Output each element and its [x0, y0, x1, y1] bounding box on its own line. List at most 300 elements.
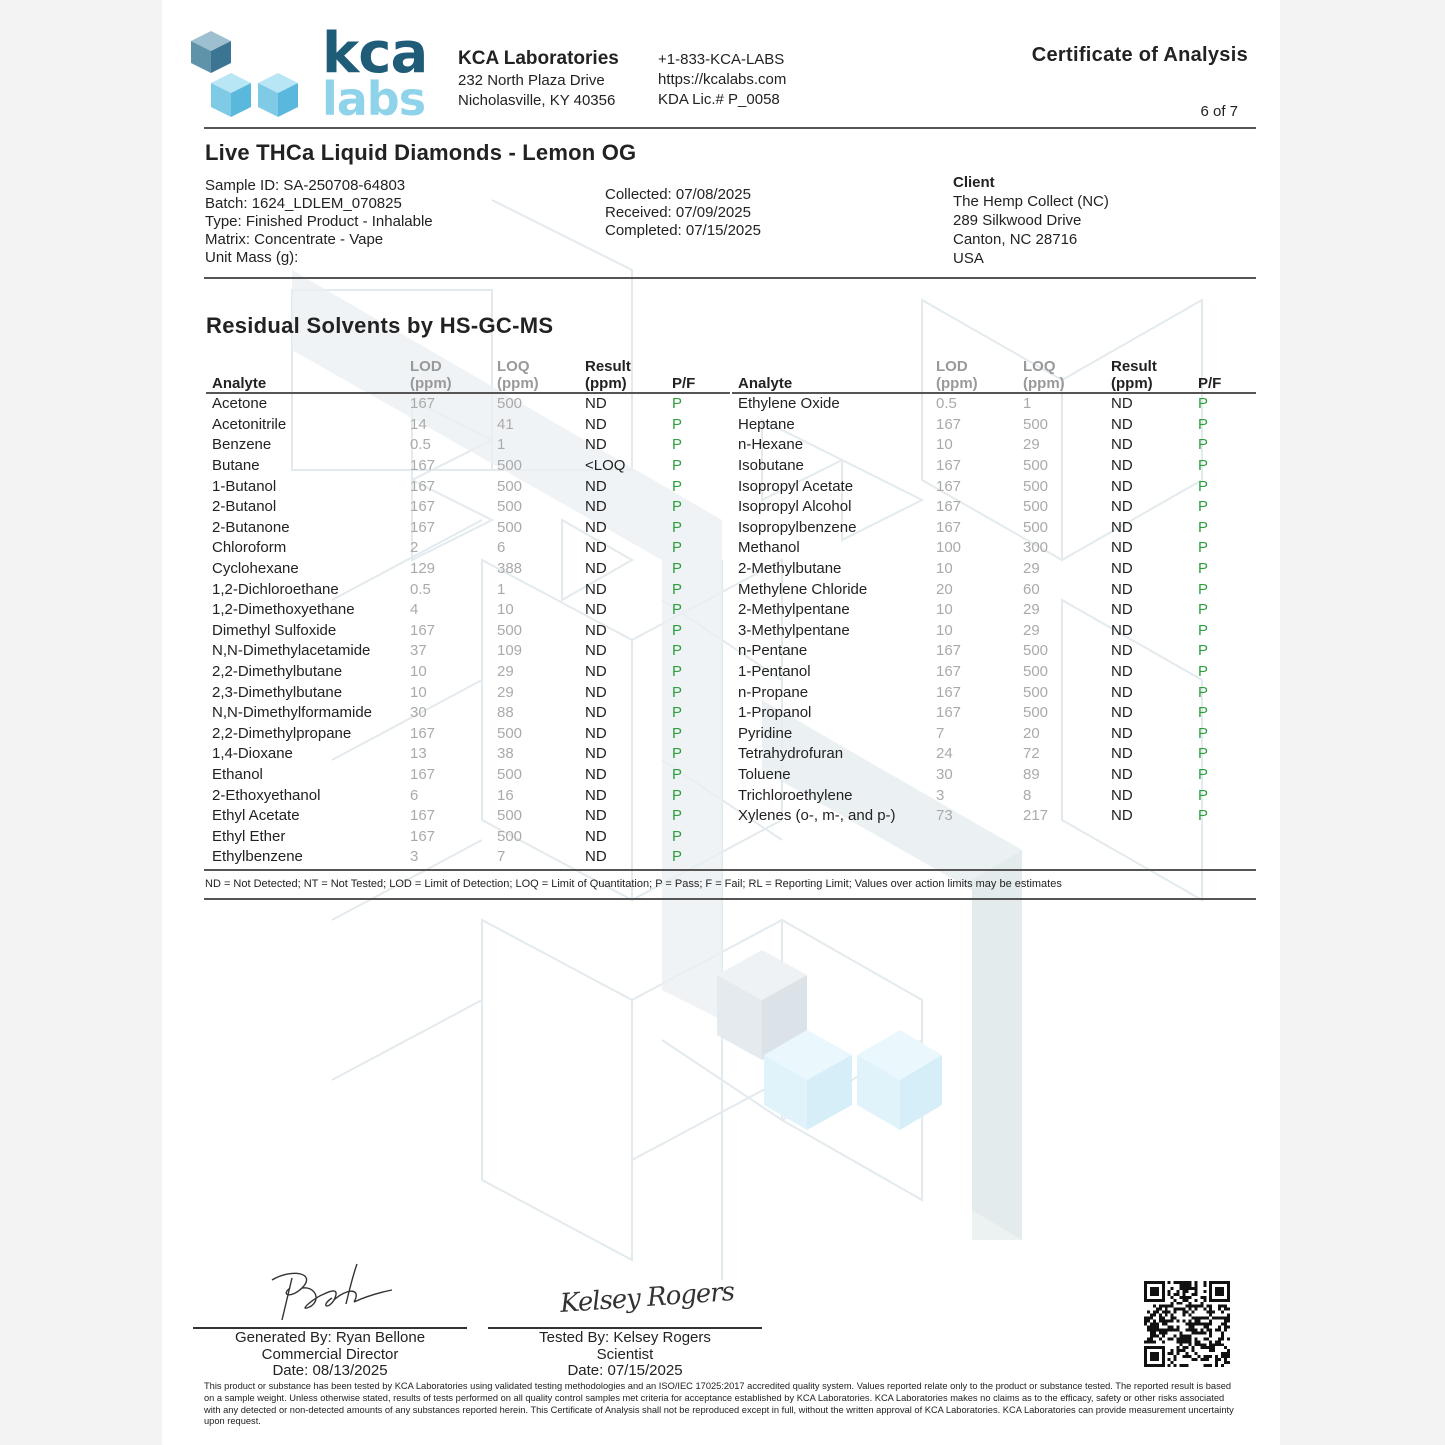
lod-cell: 129: [410, 560, 436, 578]
analyte-cell: 1,4-Dioxane: [212, 745, 293, 763]
table-row: [732, 456, 1256, 477]
loq-cell: 1: [497, 580, 506, 598]
results-body-right: [732, 393, 1256, 826]
col-result-label: Result: [585, 358, 631, 375]
header-divider: [204, 127, 1256, 129]
table-row: [206, 785, 730, 806]
result-cell: ND: [585, 436, 607, 454]
table-row: [206, 847, 730, 868]
analyte-cell: Tetrahydrofuran: [738, 745, 844, 763]
sample-details: [205, 177, 433, 267]
table-bottom-divider: [204, 869, 1256, 871]
result-cell: ND: [1111, 539, 1133, 557]
col-result-unit: (ppm): [1111, 375, 1153, 392]
lod-cell: 167: [936, 642, 962, 660]
col-loq: [1017, 356, 1105, 393]
loq-cell: 500: [1023, 477, 1049, 495]
result-cell: ND: [1111, 765, 1133, 783]
analyte-cell: Methylene Chloride: [738, 580, 868, 598]
loq-cell: 500: [497, 807, 523, 825]
table-row: [206, 415, 730, 436]
analyte-cell: n-Propane: [738, 683, 809, 701]
pf-cell: P: [1198, 621, 1209, 639]
pf-cell: P: [1198, 415, 1209, 433]
lod-cell: 13: [410, 745, 427, 763]
col-result-label: Result: [1111, 358, 1157, 375]
matrix: Matrix: Concentrate - Vape: [205, 231, 384, 248]
pf-cell: P: [672, 786, 683, 804]
analyte-cell: 2-Methylpentane: [738, 601, 850, 619]
pf-cell: P: [1198, 539, 1209, 557]
lod-cell: 167: [936, 498, 962, 516]
analyte-cell: 2,2-Dimethylpropane: [212, 724, 352, 742]
section-title: Residual Solvents by HS-GC-MS: [206, 313, 554, 338]
sample-dates: [605, 186, 761, 240]
table-row: [206, 435, 730, 456]
lod-cell: 167: [410, 477, 436, 495]
batch: Batch: 1624_LDLEM_070825: [205, 195, 402, 212]
pf-cell: P: [672, 415, 683, 433]
client-name: The Hemp Collect (NC): [953, 193, 1109, 210]
lod-cell: 3: [410, 848, 419, 866]
pf-cell: P: [1198, 436, 1209, 454]
table-row: [206, 806, 730, 827]
col-loq-label: LOQ: [1023, 358, 1056, 375]
lod-cell: 167: [410, 765, 436, 783]
loq-cell: 500: [497, 827, 523, 845]
pf-cell: P: [1198, 560, 1209, 578]
loq-cell: 500: [1023, 663, 1049, 681]
result-cell: ND: [585, 518, 607, 536]
table-row: [206, 518, 730, 539]
loq-cell: 29: [497, 683, 514, 701]
client-block: [953, 173, 1109, 268]
result-cell: ND: [1111, 807, 1133, 825]
table-row: [732, 682, 1256, 703]
loq-cell: 500: [497, 724, 523, 742]
result-cell: ND: [1111, 436, 1133, 454]
analyte-cell: 2-Ethoxyethanol: [212, 786, 321, 804]
lod-cell: 167: [410, 827, 436, 845]
result-cell: ND: [585, 621, 607, 639]
result-cell: ND: [585, 663, 607, 681]
analyte-cell: Methanol: [738, 539, 800, 557]
pf-cell: P: [1198, 477, 1209, 495]
lod-cell: 0.5: [410, 580, 431, 598]
lod-cell: 167: [410, 498, 436, 516]
result-cell: ND: [1111, 704, 1133, 722]
lod-cell: 0.5: [936, 395, 957, 413]
col-lod-label: LOD: [410, 358, 442, 375]
lab-address-line1: 232 North Plaza Drive: [458, 72, 605, 89]
analyte-cell: 1-Pentanol: [738, 663, 811, 681]
lab-phone: +1-833-KCA-LABS: [658, 51, 785, 68]
lod-cell: 167: [410, 457, 436, 475]
loq-cell: 500: [497, 621, 523, 639]
result-cell: ND: [585, 539, 607, 557]
lod-cell: 10: [936, 601, 953, 619]
document-title: Certificate of Analysis: [1031, 44, 1248, 66]
table-row: [206, 600, 730, 621]
analyte-cell: 2-Butanol: [212, 498, 277, 516]
signature-kelsey-rogers: Kelsey Rogers: [559, 1276, 735, 1320]
analyte-cell: 1,2-Dichloroethane: [212, 580, 339, 598]
pf-cell: P: [1198, 601, 1209, 619]
loq-cell: 41: [497, 415, 514, 433]
result-cell: ND: [1111, 395, 1133, 413]
col-loq-unit: (ppm): [1023, 375, 1065, 392]
col-result: [1105, 356, 1192, 393]
pf-cell: P: [672, 827, 683, 845]
result-cell: ND: [585, 807, 607, 825]
table-row: [732, 724, 1256, 745]
results-table-left: [206, 356, 730, 868]
analyte-cell: Isopropyl Alcohol: [738, 498, 852, 516]
col-lod-unit: (ppm): [936, 375, 978, 392]
lod-cell: 14: [410, 415, 427, 433]
pf-cell: P: [1198, 683, 1209, 701]
sample-id: Sample ID: SA-250708-64803: [205, 177, 406, 194]
lod-cell: 167: [936, 704, 962, 722]
analyte-cell: 1,2-Dimethoxyethane: [212, 601, 355, 619]
analyte-cell: 2,3-Dimethylbutane: [212, 683, 343, 701]
analyte-cell: Acetonitrile: [212, 415, 287, 433]
legend-footnote: ND = Not Detected; NT = Not Tested; LOD = Limit of Detection; LOQ = Limit of Quantitation; P = Pass; F = Fail; RL = Reporting Limit; Values over action limits may be estimates: [205, 878, 1062, 890]
pf-cell: P: [1198, 518, 1209, 536]
pf-cell: P: [1198, 704, 1209, 722]
pf-cell: P: [672, 560, 683, 578]
lod-cell: 30: [410, 704, 427, 722]
logo-kca-text: kca: [322, 21, 428, 86]
loq-cell: 8: [1023, 786, 1032, 804]
lab-website[interactable]: https://kcalabs.com: [658, 71, 787, 88]
pf-cell: P: [672, 477, 683, 495]
analyte-cell: Toluene: [738, 765, 791, 783]
pf-cell: P: [672, 539, 683, 557]
table-row: [206, 456, 730, 477]
col-lod: [404, 356, 491, 393]
loq-cell: 500: [1023, 683, 1049, 701]
analyte-cell: 2-Butanone: [212, 518, 290, 536]
analyte-cell: Ethanol: [212, 765, 263, 783]
analyte-cell: 2-Methylbutane: [738, 560, 842, 578]
table-row: [732, 538, 1256, 559]
analyte-cell: n-Pentane: [738, 642, 808, 660]
result-cell: ND: [585, 560, 607, 578]
analyte-cell: Butane: [212, 457, 260, 475]
pf-cell: P: [672, 683, 683, 701]
analyte-cell: Trichloroethylene: [738, 786, 853, 804]
analyte-cell: Isobutane: [738, 457, 804, 475]
col-analyte: Analyte: [206, 356, 404, 393]
lod-cell: 10: [936, 436, 953, 454]
lod-cell: 2: [410, 539, 419, 557]
result-cell: ND: [1111, 580, 1133, 598]
certificate-page: [162, 0, 1280, 1445]
result-cell: ND: [585, 395, 607, 413]
result-cell: ND: [585, 848, 607, 866]
table-row: [206, 393, 730, 415]
lod-cell: 10: [410, 683, 427, 701]
lod-cell: 167: [936, 477, 962, 495]
pf-cell: P: [1198, 765, 1209, 783]
result-cell: ND: [585, 683, 607, 701]
analyte-cell: n-Hexane: [738, 436, 804, 454]
tested-by-name: Tested By: Kelsey Rogers: [539, 1329, 711, 1346]
analyte-cell: 3-Methylpentane: [738, 621, 850, 639]
loq-cell: 29: [1023, 560, 1040, 578]
analyte-cell: Ethyl Acetate: [212, 807, 300, 825]
col-pf: P/F: [666, 356, 730, 393]
analyte-cell: Ethylene Oxide: [738, 395, 840, 413]
pf-cell: P: [672, 601, 683, 619]
disclaimer-text: This product or substance has been tested by KCA Laboratories using validated testing methodologies and an ISO/IEC 17025:2017 accredited quality system. Values reported relate only to the product or substance tested. The reported result is based on a sample weight. Unless otherwise stated, results of tests performed on all quality control samples met criteria for acceptance established by KCA Laboratories. KCA Laboratories makes no claims as to the efficacy, safety or other risks associated with any detected or non-detected amounts of any substances reported herein. This Certificate of Analysis shall not be reproduced except in full, without the written approval of KCA Laboratories. KCA Laboratories can provide measurement uncertainty upon request.: [204, 1381, 1234, 1427]
result-cell: ND: [1111, 745, 1133, 763]
table-row: [206, 641, 730, 662]
table-row: [732, 600, 1256, 621]
generated-by-title: Commercial Director: [261, 1345, 399, 1363]
result-cell: ND: [585, 765, 607, 783]
product-title: Live THCa Liquid Diamonds - Lemon OG: [205, 140, 637, 165]
client-label: Client: [953, 174, 995, 191]
lod-cell: 7: [936, 724, 945, 742]
col-pf: P/F: [1192, 356, 1256, 393]
loq-cell: 60: [1023, 580, 1040, 598]
qr-code-icon[interactable]: [1144, 1281, 1230, 1367]
analyte-cell: N,N-Dimethylacetamide: [212, 642, 371, 660]
pf-cell: P: [1198, 580, 1209, 598]
table-row: [732, 476, 1256, 497]
result-cell: ND: [1111, 518, 1133, 536]
analyte-cell: Heptane: [738, 415, 795, 433]
pf-cell: P: [672, 457, 683, 475]
table-row: [206, 826, 730, 847]
pf-cell: P: [672, 765, 683, 783]
tested-by-date: Date: 07/15/2025: [567, 1362, 683, 1379]
col-result: [579, 356, 666, 393]
col-analyte: Analyte: [732, 356, 930, 393]
result-cell: ND: [1111, 683, 1133, 701]
loq-cell: 500: [1023, 415, 1049, 433]
loq-cell: 29: [497, 663, 514, 681]
lod-cell: 73: [936, 807, 953, 825]
loq-cell: 29: [1023, 436, 1040, 454]
table-row: [732, 435, 1256, 456]
pf-cell: P: [672, 745, 683, 763]
loq-cell: 1: [1023, 395, 1032, 413]
result-cell: ND: [585, 827, 607, 845]
pf-cell: P: [672, 642, 683, 660]
result-cell: ND: [585, 415, 607, 433]
analyte-cell: Dimethyl Sulfoxide: [212, 621, 337, 639]
result-cell: <LOQ: [585, 457, 626, 475]
lod-cell: 6: [410, 786, 419, 804]
loq-cell: 300: [1023, 539, 1049, 557]
pf-cell: P: [672, 518, 683, 536]
loq-cell: 500: [497, 518, 523, 536]
lod-cell: 167: [936, 415, 962, 433]
loq-cell: 500: [1023, 457, 1049, 475]
pf-cell: P: [1198, 745, 1209, 763]
loq-cell: 88: [497, 704, 514, 722]
page-indicator: 6 of 7: [1200, 103, 1238, 120]
pf-cell: P: [1198, 786, 1209, 804]
loq-cell: 500: [1023, 704, 1049, 722]
table-row: [206, 579, 730, 600]
result-cell: ND: [585, 580, 607, 598]
logo-labs-text: labs: [322, 72, 426, 126]
lod-cell: 24: [936, 745, 953, 763]
table-row: [732, 641, 1256, 662]
table-row: [206, 559, 730, 580]
pf-cell: P: [672, 580, 683, 598]
pf-cell: P: [1198, 395, 1209, 413]
loq-cell: 217: [1023, 807, 1049, 825]
table-row: [206, 744, 730, 765]
details-divider: [204, 277, 1256, 279]
lod-cell: 167: [410, 621, 436, 639]
pf-cell: P: [1198, 807, 1209, 825]
table-row: [732, 579, 1256, 600]
pf-cell: P: [672, 724, 683, 742]
lod-cell: 10: [936, 621, 953, 639]
analyte-cell: Ethyl Ether: [212, 827, 286, 845]
completed-date: Completed: 07/15/2025: [605, 222, 761, 239]
lod-cell: 167: [410, 807, 436, 825]
received-date: Received: 07/09/2025: [605, 204, 751, 221]
table-row: [206, 765, 730, 786]
pf-cell: P: [1198, 498, 1209, 516]
loq-cell: 500: [1023, 642, 1049, 660]
results-table-right: [732, 356, 1256, 826]
logo-cubes-icon: [188, 28, 308, 122]
lod-cell: 10: [936, 560, 953, 578]
result-cell: ND: [585, 642, 607, 660]
result-cell: ND: [585, 704, 607, 722]
table-row: [732, 497, 1256, 518]
table-row: [732, 559, 1256, 580]
table-row: [206, 621, 730, 642]
result-cell: ND: [585, 745, 607, 763]
col-loq: [491, 356, 579, 393]
table-row: [732, 744, 1256, 765]
lod-cell: 167: [936, 663, 962, 681]
result-cell: ND: [1111, 642, 1133, 660]
table-row: [732, 415, 1256, 436]
analyte-cell: N,N-Dimethylformamide: [212, 704, 373, 722]
loq-cell: 16: [497, 786, 514, 804]
analyte-cell: Xylenes (o-, m-, and p-): [738, 807, 896, 825]
loq-cell: 72: [1023, 745, 1040, 763]
lod-cell: 3: [936, 786, 945, 804]
analyte-cell: Isopropylbenzene: [738, 518, 857, 536]
col-loq-label: LOQ: [497, 358, 530, 375]
table-row: [732, 393, 1256, 415]
tested-by-block: [488, 1330, 762, 1380]
lod-cell: 167: [410, 395, 436, 413]
table-row: [206, 476, 730, 497]
table-row: [732, 703, 1256, 724]
analyte-cell: Isopropyl Acetate: [738, 477, 854, 495]
pf-cell: P: [672, 395, 683, 413]
result-cell: ND: [1111, 457, 1133, 475]
loq-cell: 1: [497, 436, 506, 454]
pf-cell: P: [1198, 724, 1209, 742]
table-row: [732, 806, 1256, 827]
loq-cell: 500: [497, 498, 523, 516]
table-row: [732, 785, 1256, 806]
table-row: [206, 682, 730, 703]
lab-license: KDA Lic.# P_0058: [658, 91, 780, 108]
lod-cell: 167: [936, 457, 962, 475]
lod-cell: 0.5: [410, 436, 431, 454]
table-row: [206, 703, 730, 724]
lod-cell: 167: [936, 683, 962, 701]
col-lod: [930, 356, 1017, 393]
tested-by-title: Scientist: [596, 1345, 654, 1363]
table-row: [732, 765, 1256, 786]
table-row: [732, 621, 1256, 642]
pf-cell: P: [672, 621, 683, 639]
collected-date: Collected: 07/08/2025: [605, 186, 751, 203]
pf-cell: P: [1198, 663, 1209, 681]
pf-cell: P: [1198, 457, 1209, 475]
analyte-cell: Benzene: [212, 436, 272, 454]
lod-cell: 10: [410, 663, 427, 681]
result-cell: ND: [1111, 786, 1133, 804]
analyte-cell: Acetone: [212, 395, 268, 413]
loq-cell: 388: [497, 560, 523, 578]
col-lod-label: LOD: [936, 358, 968, 375]
loq-cell: 29: [1023, 621, 1040, 639]
lod-cell: 30: [936, 765, 953, 783]
result-cell: ND: [585, 724, 607, 742]
loq-cell: 38: [497, 745, 514, 763]
loq-cell: 10: [497, 601, 514, 619]
loq-cell: 7: [497, 848, 506, 866]
loq-cell: 29: [1023, 601, 1040, 619]
lod-cell: 167: [410, 724, 436, 742]
loq-cell: 500: [497, 477, 523, 495]
unit-mass: Unit Mass (g):: [205, 249, 299, 266]
pf-cell: P: [672, 498, 683, 516]
analyte-cell: 1-Butanol: [212, 477, 277, 495]
lod-cell: 20: [936, 580, 953, 598]
result-cell: ND: [585, 498, 607, 516]
generated-by-block: [193, 1330, 467, 1380]
loq-cell: 20: [1023, 724, 1040, 742]
col-result-unit: (ppm): [585, 375, 627, 392]
loq-cell: 500: [497, 395, 523, 413]
pf-cell: P: [672, 807, 683, 825]
pf-cell: P: [672, 436, 683, 454]
footnote-divider: [204, 898, 1256, 900]
results-body-left: [206, 393, 730, 868]
generated-by-date: Date: 08/13/2025: [272, 1362, 388, 1379]
analyte-cell: Ethylbenzene: [212, 848, 303, 866]
result-cell: ND: [1111, 601, 1133, 619]
lab-address-line2: Nicholasville, KY 40356: [458, 92, 616, 109]
loq-cell: 500: [497, 765, 523, 783]
loq-cell: 500: [1023, 518, 1049, 536]
analyte-cell: 2,2-Dimethylbutane: [212, 663, 343, 681]
lod-cell: 37: [410, 642, 427, 660]
pf-cell: P: [1198, 642, 1209, 660]
table-row: [206, 662, 730, 683]
lod-cell: 100: [936, 539, 962, 557]
pf-cell: P: [672, 704, 683, 722]
result-cell: ND: [1111, 724, 1133, 742]
